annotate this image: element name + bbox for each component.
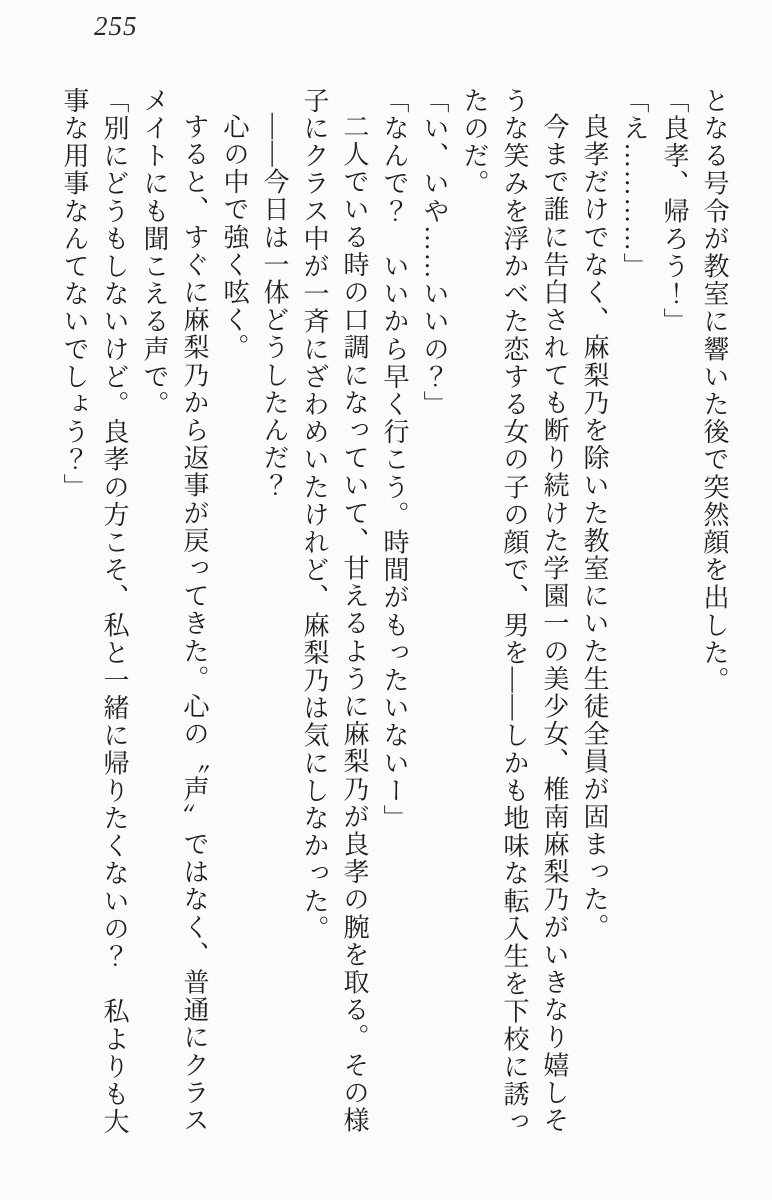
paragraph: 「良孝、帰ろう！」 xyxy=(660,87,689,336)
paragraph: 二人でいる時の口調になっていて、甘えるように麻梨乃が良孝の腕を取る。その様子にクラス中が一斉にざわめいたけれど、麻梨乃は気にしなかった。 xyxy=(300,87,369,1135)
paragraph: ――今日は一体どうしたんだ？ xyxy=(260,113,289,500)
paragraph: 良孝だけでなく、麻梨乃を除いた教室にいた生徒全員が固まった。 xyxy=(580,113,609,941)
paragraph: 心の中で強く呟く。 xyxy=(220,113,249,362)
page-text xyxy=(54,87,734,1139)
paragraph: 今まで誰に告白されても断り続けた学園一の美少女、椎南麻梨乃がいきなり嬉しそうな笑みを浮かべた恋する女の子の顔で、男を――しかも地味な転入生を下校に誘ったのだ。 xyxy=(460,87,569,1136)
paragraph: 「なんで？ いいから早く行こう。時間がもったいないー」 xyxy=(380,87,409,833)
paragraph: 「別にどうもしないけど。良孝の方こそ、私と一緒に帰りたくないの？ 私よりも大事な用事なんてないでしょう？」 xyxy=(60,87,129,1136)
paragraph: となる号令が教室に響いた後で突然顔を出した。 xyxy=(700,87,729,695)
paragraph: 「え…………」 xyxy=(620,87,649,281)
paragraph: 「い、いや……いいの？」 xyxy=(420,87,449,419)
page-number: 255 xyxy=(94,11,138,41)
paragraph: すると、すぐに麻梨乃から返事が戻ってきた。心の〝声〟ではなく、普通にクラスメイトにも聞こえる声で。 xyxy=(140,87,209,1135)
